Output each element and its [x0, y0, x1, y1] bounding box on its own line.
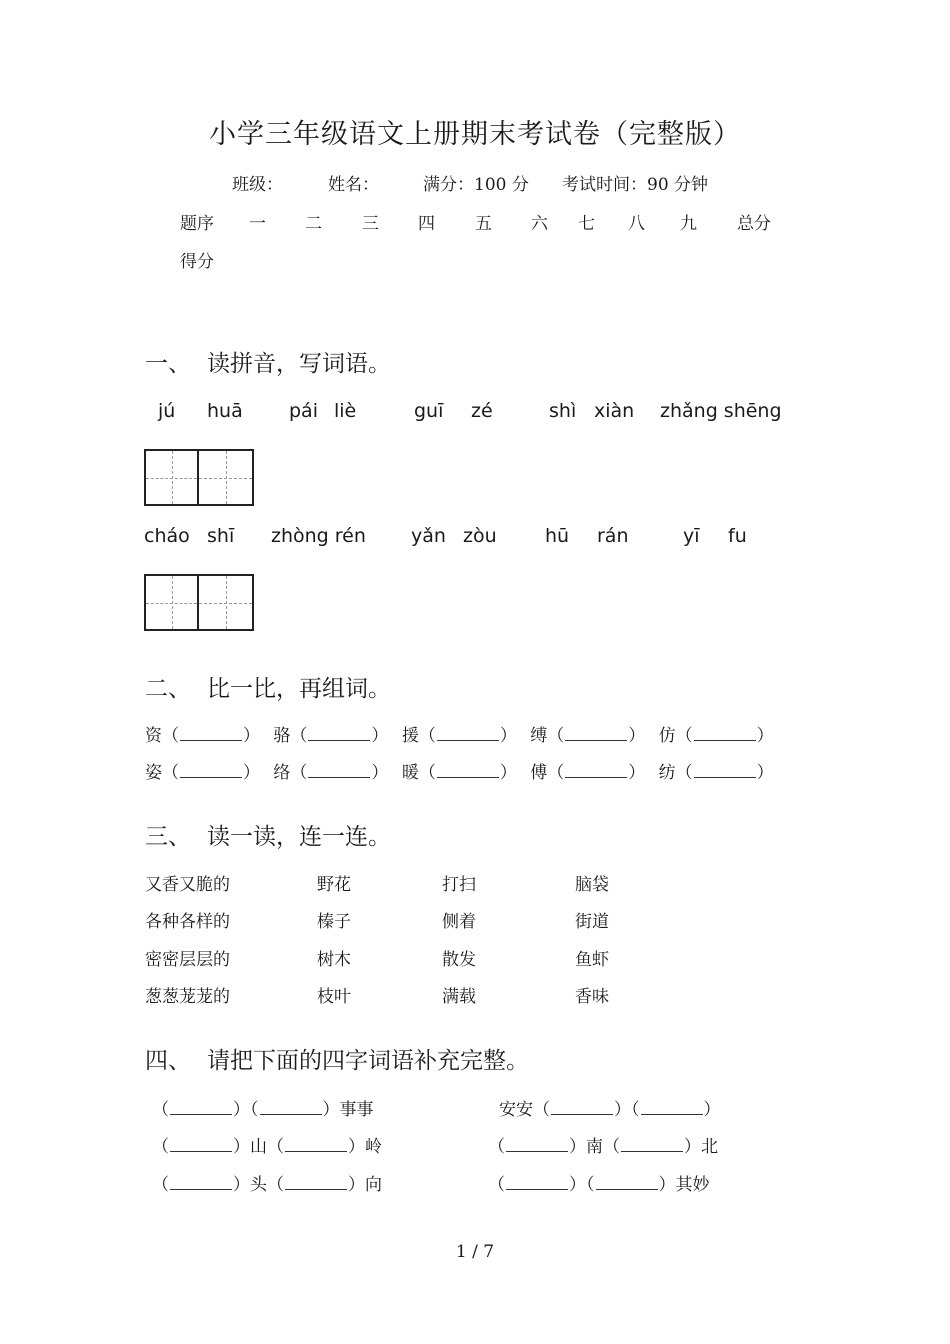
- answer-blank[interactable]: [437, 761, 499, 778]
- paren-close: ）: [499, 726, 517, 746]
- match-item[interactable]: 街道: [575, 912, 609, 932]
- paren-close: ）: [243, 726, 260, 746]
- match-item[interactable]: 各种各样的: [145, 912, 230, 932]
- paren-open: （: [488, 1175, 505, 1195]
- character: 姿: [145, 763, 162, 783]
- paren-open: （: [290, 726, 308, 746]
- paren-close: ）: [233, 1100, 250, 1120]
- paren-open: （: [418, 763, 436, 783]
- table-row-label: 得分: [180, 252, 214, 272]
- paren-close: ）: [569, 1175, 586, 1195]
- paren-close: ）: [614, 1100, 631, 1120]
- paren-close: ）: [371, 726, 389, 746]
- paren-close: ）: [684, 1137, 701, 1157]
- paren-close: ）: [348, 1137, 365, 1157]
- idiom-text: 南: [586, 1137, 603, 1157]
- pinyin: zhòng rén: [271, 525, 366, 547]
- page-number: 1 / 7: [455, 1242, 495, 1262]
- paren-open: （: [152, 1100, 169, 1120]
- section3-heading: [145, 818, 391, 851]
- answer-blank[interactable]: [170, 1135, 232, 1152]
- idiom-text: 向: [365, 1175, 382, 1195]
- writing-grid[interactable]: [144, 449, 254, 506]
- paren-close: ）: [628, 763, 646, 783]
- table-header-cell: 四: [418, 214, 435, 234]
- section-title: 请把下面的四字词语补充完整。: [207, 1048, 529, 1074]
- pinyin: yǎn: [411, 525, 446, 547]
- answer-blank[interactable]: [641, 1098, 703, 1115]
- idiom-text: 北: [701, 1137, 718, 1157]
- pinyin: zé: [471, 400, 493, 422]
- section-number: 二、: [145, 676, 191, 702]
- answer-blank[interactable]: [565, 761, 627, 778]
- match-item[interactable]: 满载: [442, 987, 476, 1007]
- match-item[interactable]: 脑袋: [575, 875, 609, 895]
- character: 暖: [401, 763, 419, 783]
- pinyin: shì: [549, 400, 577, 422]
- paren-open: （: [547, 763, 565, 783]
- time-label: 考试时间：90 分钟: [562, 175, 709, 195]
- writing-grid[interactable]: [144, 574, 254, 631]
- paren-close: ）: [233, 1137, 250, 1157]
- word-group-row: [145, 721, 774, 746]
- writing-cell[interactable]: [144, 449, 199, 506]
- table-header-cell: 二: [305, 214, 322, 234]
- match-item[interactable]: 侧着: [442, 912, 476, 932]
- paren-open: （: [547, 726, 565, 746]
- pinyin: xiàn: [594, 400, 635, 422]
- paren-close: ）: [703, 1100, 721, 1120]
- class-label: 班级：: [232, 175, 283, 195]
- section-title: 读拼音，写词语。: [207, 351, 391, 377]
- paren-open: （: [267, 1175, 284, 1195]
- match-item[interactable]: 密密层层的: [145, 950, 230, 970]
- paren-close: ）: [243, 763, 260, 783]
- answer-blank[interactable]: [260, 1098, 322, 1115]
- match-item[interactable]: 榛子: [317, 912, 351, 932]
- writing-cell[interactable]: [199, 574, 254, 631]
- pinyin: shī: [207, 525, 235, 547]
- paren-open: （: [603, 1137, 620, 1157]
- pinyin: cháo: [144, 525, 190, 547]
- character: 援: [401, 726, 419, 746]
- section4-heading: [145, 1042, 529, 1075]
- idiom-row: [499, 1095, 721, 1120]
- paren-open: （: [488, 1137, 505, 1157]
- pinyin: yī: [683, 525, 700, 547]
- paren-open: （: [250, 1100, 259, 1120]
- match-item[interactable]: 打扫: [442, 875, 476, 895]
- paren-open: （: [586, 1175, 595, 1195]
- paren-open: （: [290, 763, 308, 783]
- paren-close: ）: [322, 1100, 340, 1120]
- word-group-row: [145, 758, 774, 783]
- pinyin: zòu: [463, 525, 497, 547]
- paren-open: （: [162, 726, 179, 746]
- paren-close: ）: [569, 1137, 586, 1157]
- idiom-text: 岭: [365, 1137, 382, 1157]
- idiom-text: 头: [250, 1175, 267, 1195]
- table-header-cell: 三: [362, 214, 379, 234]
- paren-open: （: [631, 1100, 640, 1120]
- character: 傅: [530, 763, 548, 783]
- answer-blank[interactable]: [694, 761, 756, 778]
- idiom-text: 山: [250, 1137, 267, 1157]
- idiom-text: 事事: [339, 1100, 374, 1120]
- idiom-row: [152, 1095, 374, 1120]
- match-item[interactable]: 葱葱茏茏的: [145, 987, 230, 1007]
- answer-blank[interactable]: [565, 724, 627, 741]
- section-title: 读一读，连一连。: [207, 824, 391, 850]
- pinyin: jú: [158, 400, 176, 422]
- match-item[interactable]: 又香又脆的: [145, 875, 230, 895]
- paren-close: ）: [348, 1175, 365, 1195]
- score-label: 满分：100 分: [423, 175, 529, 195]
- page-title: 小学三年级语文上册期末考试卷（完整版）: [209, 119, 741, 150]
- idiom-row: [488, 1132, 718, 1157]
- character: 仿: [658, 726, 676, 746]
- section-number: 四、: [145, 1048, 191, 1074]
- paren-open: （: [152, 1137, 169, 1157]
- pinyin: liè: [334, 400, 357, 422]
- pinyin: pái: [289, 400, 318, 422]
- match-item[interactable]: 鱼虾: [575, 950, 609, 970]
- paren-close: ）: [371, 763, 389, 783]
- paren-close: ）: [756, 726, 774, 746]
- section-number: 一、: [145, 351, 191, 377]
- idiom-row: [152, 1170, 382, 1195]
- table-header-cell: 总分: [737, 214, 771, 234]
- match-item[interactable]: 树木: [317, 950, 351, 970]
- answer-blank[interactable]: [285, 1173, 347, 1190]
- paren-open: （: [418, 726, 436, 746]
- answer-blank[interactable]: [180, 761, 242, 778]
- match-item[interactable]: 散发: [442, 950, 476, 970]
- paren-close: ）: [499, 763, 517, 783]
- pinyin: guī: [414, 400, 444, 422]
- pinyin: zhǎng shēng: [660, 400, 782, 422]
- character: 资: [145, 726, 162, 746]
- pinyin: huā: [207, 400, 243, 422]
- match-item[interactable]: 野花: [317, 875, 351, 895]
- section-number: 三、: [145, 824, 191, 850]
- answer-blank[interactable]: [596, 1173, 658, 1190]
- idiom-row: [152, 1132, 382, 1157]
- table-header-cell: 九: [680, 214, 697, 234]
- answer-blank[interactable]: [506, 1135, 568, 1152]
- character: 络: [273, 763, 291, 783]
- answer-blank[interactable]: [285, 1135, 347, 1152]
- table-header-cell: 一: [249, 214, 266, 234]
- writing-cell[interactable]: [199, 449, 254, 506]
- section2-heading: [145, 670, 391, 703]
- paren-open: （: [267, 1137, 284, 1157]
- answer-blank[interactable]: [437, 724, 499, 741]
- match-item[interactable]: 枝叶: [317, 987, 351, 1007]
- paren-open: （: [533, 1100, 550, 1120]
- paren-open: （: [162, 763, 179, 783]
- writing-cell[interactable]: [144, 574, 199, 631]
- answer-blank[interactable]: [551, 1098, 613, 1115]
- pinyin: hū: [545, 525, 570, 547]
- match-item[interactable]: 香味: [575, 987, 609, 1007]
- paren-open: （: [152, 1175, 169, 1195]
- answer-blank[interactable]: [170, 1098, 232, 1115]
- table-header-cell: 七: [578, 214, 595, 234]
- answer-blank[interactable]: [308, 761, 370, 778]
- answer-blank[interactable]: [170, 1173, 232, 1190]
- section1-heading: [145, 345, 391, 378]
- pinyin: rán: [597, 525, 629, 547]
- paren-close: ）: [658, 1175, 676, 1195]
- answer-blank[interactable]: [308, 724, 370, 741]
- idiom-row: [488, 1170, 710, 1195]
- paren-close: ）: [233, 1175, 250, 1195]
- pinyin: fu: [728, 525, 747, 547]
- answer-blank[interactable]: [621, 1135, 683, 1152]
- character: 缚: [530, 726, 548, 746]
- answer-blank[interactable]: [180, 724, 242, 741]
- idiom-text: 其妙: [675, 1175, 710, 1195]
- paren-open: （: [675, 763, 693, 783]
- table-header-cell: 八: [628, 214, 645, 234]
- name-label: 姓名：: [328, 175, 379, 195]
- answer-blank[interactable]: [506, 1173, 568, 1190]
- table-header-cell: 五: [475, 214, 492, 234]
- character: 骆: [273, 726, 291, 746]
- paren-open: （: [675, 726, 693, 746]
- idiom-text: 安安: [499, 1100, 533, 1120]
- section-title: 比一比，再组词。: [207, 676, 391, 702]
- table-header-cell: 六: [531, 214, 548, 234]
- character: 纺: [658, 763, 676, 783]
- answer-blank[interactable]: [694, 724, 756, 741]
- paren-close: ）: [756, 763, 774, 783]
- paren-close: ）: [628, 726, 646, 746]
- table-header-cell: 题序: [180, 214, 214, 234]
